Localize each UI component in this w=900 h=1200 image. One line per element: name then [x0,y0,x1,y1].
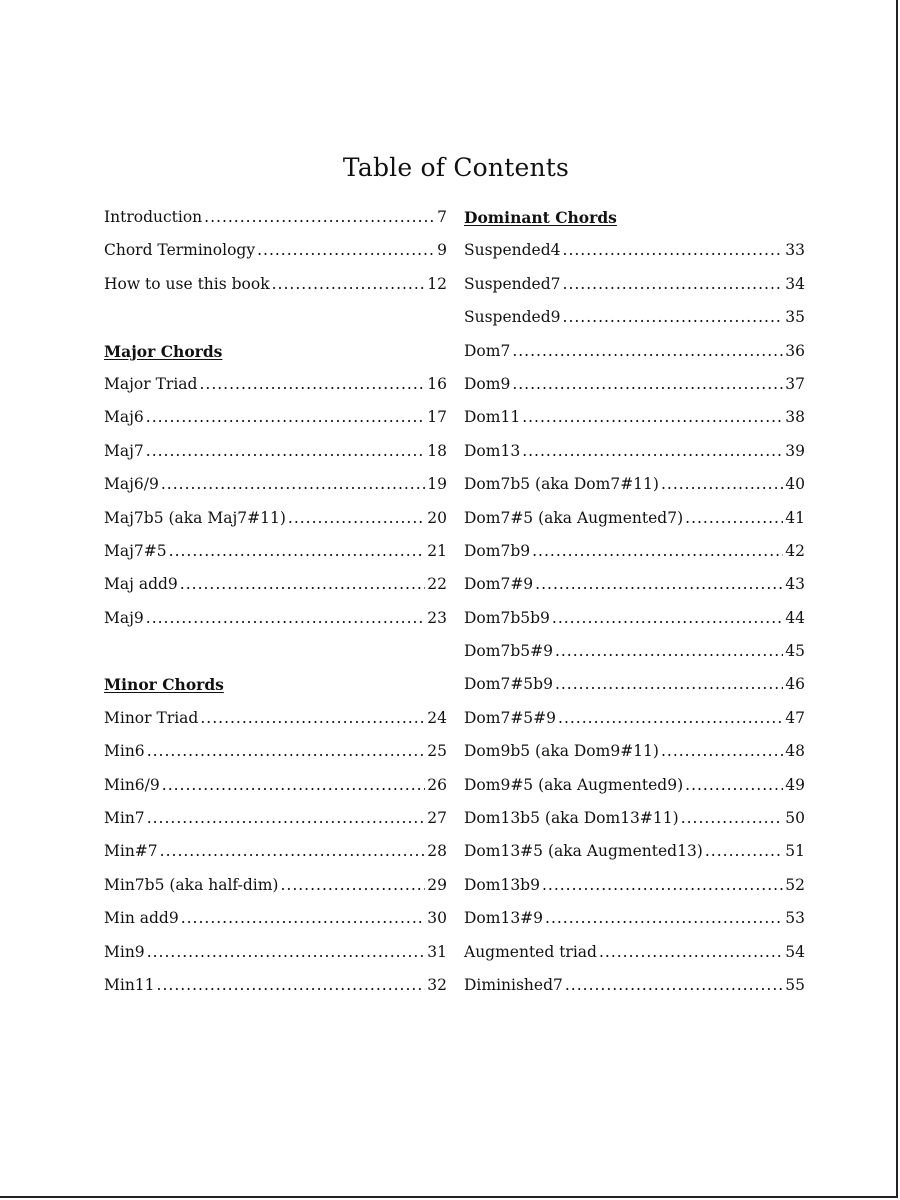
toc-entry[interactable] [464,502,805,535]
dot-leader [160,835,426,868]
section-spacer [104,301,447,334]
toc-entry[interactable] [104,535,447,568]
toc-entry-label: Dom11 [464,408,521,427]
toc-entry-page-number: 21 [427,541,447,560]
toc-entry-label: Dom7 [464,341,511,360]
toc-entry[interactable] [104,602,447,635]
toc-entry[interactable] [464,468,805,501]
toc-entry-label: Maj7 [104,441,144,460]
toc-entry-page-number: 48 [785,742,805,761]
toc-entry-page-number: 53 [785,909,805,928]
toc-entry-label: Dom13#9 [464,909,544,928]
toc-entry[interactable] [104,201,447,234]
dot-leader [146,401,425,434]
toc-entry-page-number: 36 [785,341,805,360]
dot-leader [555,668,783,701]
dot-leader [162,769,426,802]
toc-entry-page-number: 31 [427,942,447,961]
toc-entry-page-number: 41 [785,508,805,527]
toc-entry-page-number: 26 [427,775,447,794]
dot-leader [147,735,426,768]
toc-entry-label: Major Triad [104,374,198,393]
section-spacer [104,635,447,668]
toc-entry-label: Min7b5 (aka half-dim) [104,875,279,894]
toc-entry[interactable] [104,936,447,969]
toc-entry-label: Maj7b5 (aka Maj7#11) [104,508,286,527]
dot-leader [257,234,435,267]
dot-leader [563,301,784,334]
toc-entry-label: Introduction [104,208,203,226]
toc-entry-label: How to use this book [104,274,270,293]
toc-entry-page-number: 50 [785,809,805,828]
toc-entry[interactable] [104,802,447,835]
toc-entry-page-number: 12 [427,274,447,293]
intro-section [104,201,447,301]
dot-leader [181,902,426,935]
toc-entry-label: Dom13 [464,441,521,460]
dot-leader [555,635,783,668]
dot-leader [535,568,783,601]
toc-entry[interactable] [464,602,805,635]
toc-entry-page-number: 30 [427,909,447,928]
dot-leader [169,535,426,568]
dot-leader [512,368,783,401]
toc-entry[interactable] [464,234,805,267]
dot-leader [685,502,783,535]
toc-entry-page-number: 25 [427,742,447,761]
minor-chords-section [104,702,447,1003]
toc-entry[interactable] [464,969,805,1002]
minor-chords-heading: Minor Chords [104,675,224,695]
toc-entry[interactable] [464,735,805,768]
toc-entry[interactable] [104,234,447,267]
dot-leader [147,802,426,835]
dot-leader [565,969,783,1002]
toc-entry-page-number: 37 [785,374,805,393]
dot-leader [199,368,425,401]
dot-leader [532,535,783,568]
dot-leader [705,835,783,868]
toc-entry-label: Maj7#5 [104,541,167,560]
toc-entry-label: Min#7 [104,842,158,861]
toc-entry-page-number: 43 [785,575,805,594]
toc-entry[interactable] [464,702,805,735]
dot-leader [146,602,425,635]
dot-leader [661,735,783,768]
toc-entry-label: Augmented triad [464,942,597,961]
toc-entry[interactable] [464,668,805,701]
toc-entry-page-number: 52 [785,875,805,894]
dot-leader [685,769,783,802]
toc-entry-page-number: 9 [437,241,447,260]
toc-entry-page-number: 19 [427,475,447,494]
toc-entry-label: Suspended4 [464,241,561,260]
toc-entry[interactable] [104,702,447,735]
toc-entry-label: Dom7#5 (aka Augmented7) [464,508,684,527]
toc-entry-page-number: 24 [427,708,447,727]
toc-entry-label: Dom7#5#9 [464,708,557,727]
dot-leader [599,936,783,969]
toc-entry-label: Min7 [104,809,145,828]
dot-leader [204,201,435,234]
dot-leader [280,869,425,902]
toc-entry-label: Dom9b5 (aka Dom9#11) [464,742,659,761]
toc-entry-page-number: 38 [785,408,805,427]
dominant-chords-heading: Dominant Chords [464,208,617,227]
dot-leader [563,268,784,301]
dot-leader [558,702,783,735]
toc-entry[interactable] [104,435,447,468]
toc-entry-page-number: 33 [785,241,805,260]
dot-leader [681,802,784,835]
major-chords-section [104,368,447,635]
toc-entry[interactable] [464,268,805,301]
dot-leader [146,435,425,468]
toc-entry-label: Dom7b5#9 [464,642,553,661]
toc-entry-label: Maj add9 [104,575,178,594]
toc-entry[interactable] [104,401,447,434]
toc-entry[interactable] [104,568,447,601]
dot-leader [552,602,783,635]
toc-entry-page-number: 22 [427,575,447,594]
toc-entry-label: Dom7b5b9 [464,608,550,627]
toc-entry-page-number: 17 [427,408,447,427]
toc-entry-page-number: 35 [785,308,805,327]
toc-entry-page-number: 32 [427,975,447,994]
toc-entry-page-number: 54 [785,942,805,961]
toc-entry[interactable] [464,835,805,868]
toc-entry-label: Min6 [104,742,145,761]
toc-entry-page-number: 44 [785,608,805,627]
toc-entry-label: Dom7#9 [464,575,534,594]
dot-leader [545,902,783,935]
toc-entry-label: Dom13b5 (aka Dom13#11) [464,809,679,828]
toc-entry[interactable] [104,769,447,802]
toc-entry-label: Min9 [104,942,145,961]
toc-entry-label: Suspended7 [464,274,561,293]
toc-entry-page-number: 51 [785,842,805,861]
dominant-chords-section [464,234,805,1002]
toc-entry-page-number: 55 [785,975,805,994]
toc-entry-page-number: 28 [427,842,447,861]
toc-entry[interactable] [464,368,805,401]
toc-entry[interactable] [104,502,447,535]
toc-entry-label: Min6/9 [104,775,160,794]
toc-entry-label: Min11 [104,975,155,994]
toc-entry[interactable] [464,869,805,902]
toc-entry-label: Maj6 [104,408,144,427]
dot-leader [542,869,783,902]
toc-entry-label: Chord Terminology [104,241,256,260]
toc-entry[interactable] [464,802,805,835]
toc-entry-page-number: 49 [785,775,805,794]
toc-entry[interactable] [104,468,447,501]
toc-entry-label: Minor Triad [104,708,199,727]
toc-entry[interactable] [464,335,805,368]
major-chords-heading: Major Chords [104,341,223,361]
toc-entry[interactable] [464,401,805,434]
toc-entry-label: Dom13b9 [464,875,540,894]
toc-entry-page-number: 29 [427,875,447,894]
toc-entry-label: Maj6/9 [104,475,159,494]
page-title: Table of Contents [342,152,570,182]
dot-leader [157,969,426,1002]
toc-entry-page-number: 16 [427,374,447,393]
toc-entry-page-number: 39 [785,441,805,460]
toc-entry[interactable] [464,936,805,969]
toc-entry-page-number: 34 [785,274,805,293]
toc-entry-page-number: 7 [437,208,447,226]
toc-entry[interactable] [104,902,447,935]
toc-entry[interactable] [464,769,805,802]
toc-entry-label: Dom9#5 (aka Augmented9) [464,775,684,794]
toc-entry-page-number: 46 [785,675,805,694]
toc-entry-page-number: 40 [785,475,805,494]
toc-entry-page-number: 47 [785,708,805,727]
toc-entry[interactable] [104,368,447,401]
dot-leader [180,568,425,601]
toc-entry-label: Suspended9 [464,308,561,327]
toc-entry-page-number: 27 [427,809,447,828]
toc-entry[interactable] [464,902,805,935]
dot-leader [522,401,783,434]
dot-leader [147,936,426,969]
toc-entry[interactable] [464,535,805,568]
toc-entry-label: Dom9 [464,374,511,393]
toc-entry-page-number: 20 [427,508,447,527]
toc-entry[interactable] [104,869,447,902]
toc-entry[interactable] [104,268,447,301]
toc-entry-page-number: 42 [785,541,805,560]
toc-entry-label: Maj9 [104,608,144,627]
toc-entry[interactable] [104,835,447,868]
dot-leader [288,502,425,535]
toc-left-column [104,201,447,1002]
dot-leader [661,468,783,501]
dot-leader [161,468,425,501]
dot-leader [200,702,425,735]
toc-entry-label: Min add9 [104,909,179,928]
toc-entry[interactable] [464,435,805,468]
dot-leader [512,335,783,368]
toc-entry-page-number: 18 [427,441,447,460]
toc-entry-label: Dom7b5 (aka Dom7#11) [464,475,659,494]
toc-right-column [464,201,805,1002]
toc-entry-page-number: 45 [785,642,805,661]
toc-entry[interactable] [104,969,447,1002]
toc-entry[interactable] [464,635,805,668]
toc-entry-label: Diminished7 [464,975,563,994]
toc-entry-label: Dom7b9 [464,541,531,560]
dot-leader [522,435,783,468]
toc-entry[interactable] [104,735,447,768]
dot-leader [563,234,784,267]
toc-entry-label: Dom7#5b9 [464,675,553,694]
toc-entry[interactable] [464,568,805,601]
toc-entry-page-number: 23 [427,608,447,627]
toc-entry[interactable] [464,301,805,334]
dot-leader [272,268,426,301]
toc-entry-label: Dom13#5 (aka Augmented13) [464,842,703,861]
